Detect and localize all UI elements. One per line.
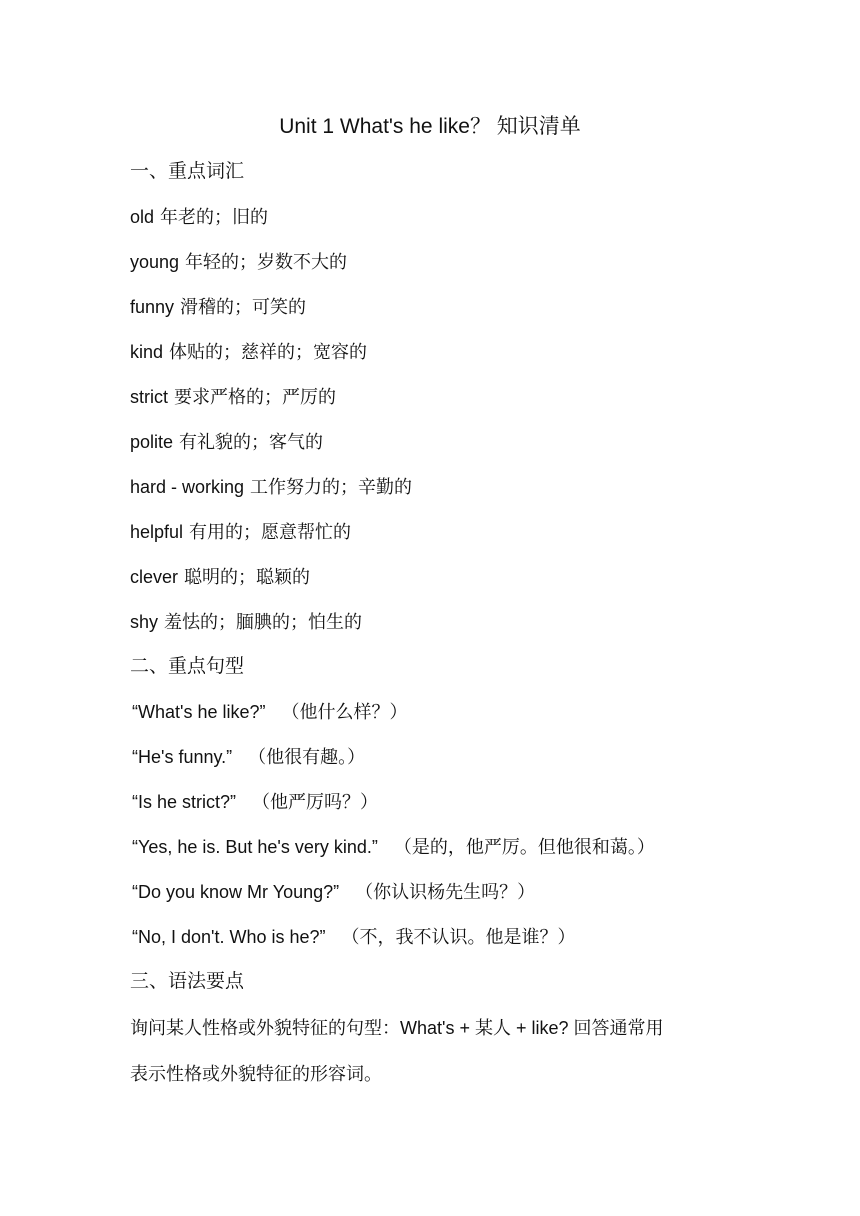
sentence-chinese: （不，我不认识。他是谁？） [341,927,576,947]
vocab-item [130,248,347,276]
sentence-chinese: （他很有趣。） [248,747,366,767]
vocab-item [130,338,367,366]
vocab-meaning: 体贴的；慈祥的；宽容的 [169,342,368,362]
sentence-item [132,878,535,906]
grammar-text-line: 询问某人性格或外貌特征的句型：What's + 某人 + like? 回答通常用 [130,1018,664,1038]
vocab-word: young [130,252,180,272]
vocab-word: old [130,207,155,227]
vocab-word: strict [130,387,168,407]
vocab-word: clever [130,567,179,587]
sentence-english: “No, I don't. Who is he?” [132,927,326,947]
vocab-word: polite [130,432,174,452]
sentence-item [132,743,365,771]
vocab-item [130,203,268,231]
vocab-meaning: 年老的；旧的 [160,207,269,227]
sentence-chinese: （你认识杨先生吗？） [355,882,536,902]
vocab-item [130,518,351,546]
vocab-meaning: 羞怯的；腼腆的；怕生的 [164,612,363,632]
vocab-meaning: 要求严格的；严厉的 [174,387,336,407]
vocab-word: hard - working [130,477,245,497]
vocab-meaning: 聪明的；聪颖的 [184,567,311,587]
sentence-english: “Yes, he is. But he's very kind.” [132,837,378,857]
vocab-item [130,608,362,636]
vocab-item [130,383,336,411]
vocab-meaning: 有用的；愿意帮忙的 [189,522,352,542]
vocab-meaning: 滑稽的；可笑的 [180,297,307,317]
sentence-item [132,923,576,951]
vocab-meaning: 年轻的；岁数不大的 [185,252,348,272]
section-heading-grammar: 三、语法要点 [130,971,245,992]
vocab-item [130,428,323,456]
sentence-item [132,698,407,726]
vocab-item [130,563,310,591]
vocab-item [130,473,412,501]
sentence-item [132,833,655,861]
vocab-meaning: 有礼貌的；客气的 [179,432,324,452]
vocab-word: funny [130,297,175,317]
page-title: Unit 1 What's he like？ 知识清单 [279,115,581,138]
grammar-text-line: 表示性格或外貌特征的形容词。 [130,1064,382,1084]
vocab-word: helpful [130,522,184,542]
sentence-english: “What's he like?” [132,702,266,722]
sentence-chinese: （是的，他严厉。但他很和蔼。） [393,837,655,857]
section-heading-vocabulary: 一、重点词汇 [130,161,245,182]
sentence-english: “Do you know Mr Young?” [132,882,340,902]
section-heading-sentences: 二、重点句型 [130,656,245,677]
vocab-word: kind [130,342,164,362]
vocab-word: shy [130,612,159,632]
sentence-english: “He's funny.” [132,747,233,767]
sentence-chinese: （他严厉吗？） [252,792,379,812]
sentence-item [132,788,378,816]
sentence-english: “Is he strict?” [132,792,237,812]
sentence-chinese: （他什么样？） [281,702,408,722]
vocab-meaning: 工作努力的；辛勤的 [250,477,413,497]
vocab-item [130,293,306,321]
